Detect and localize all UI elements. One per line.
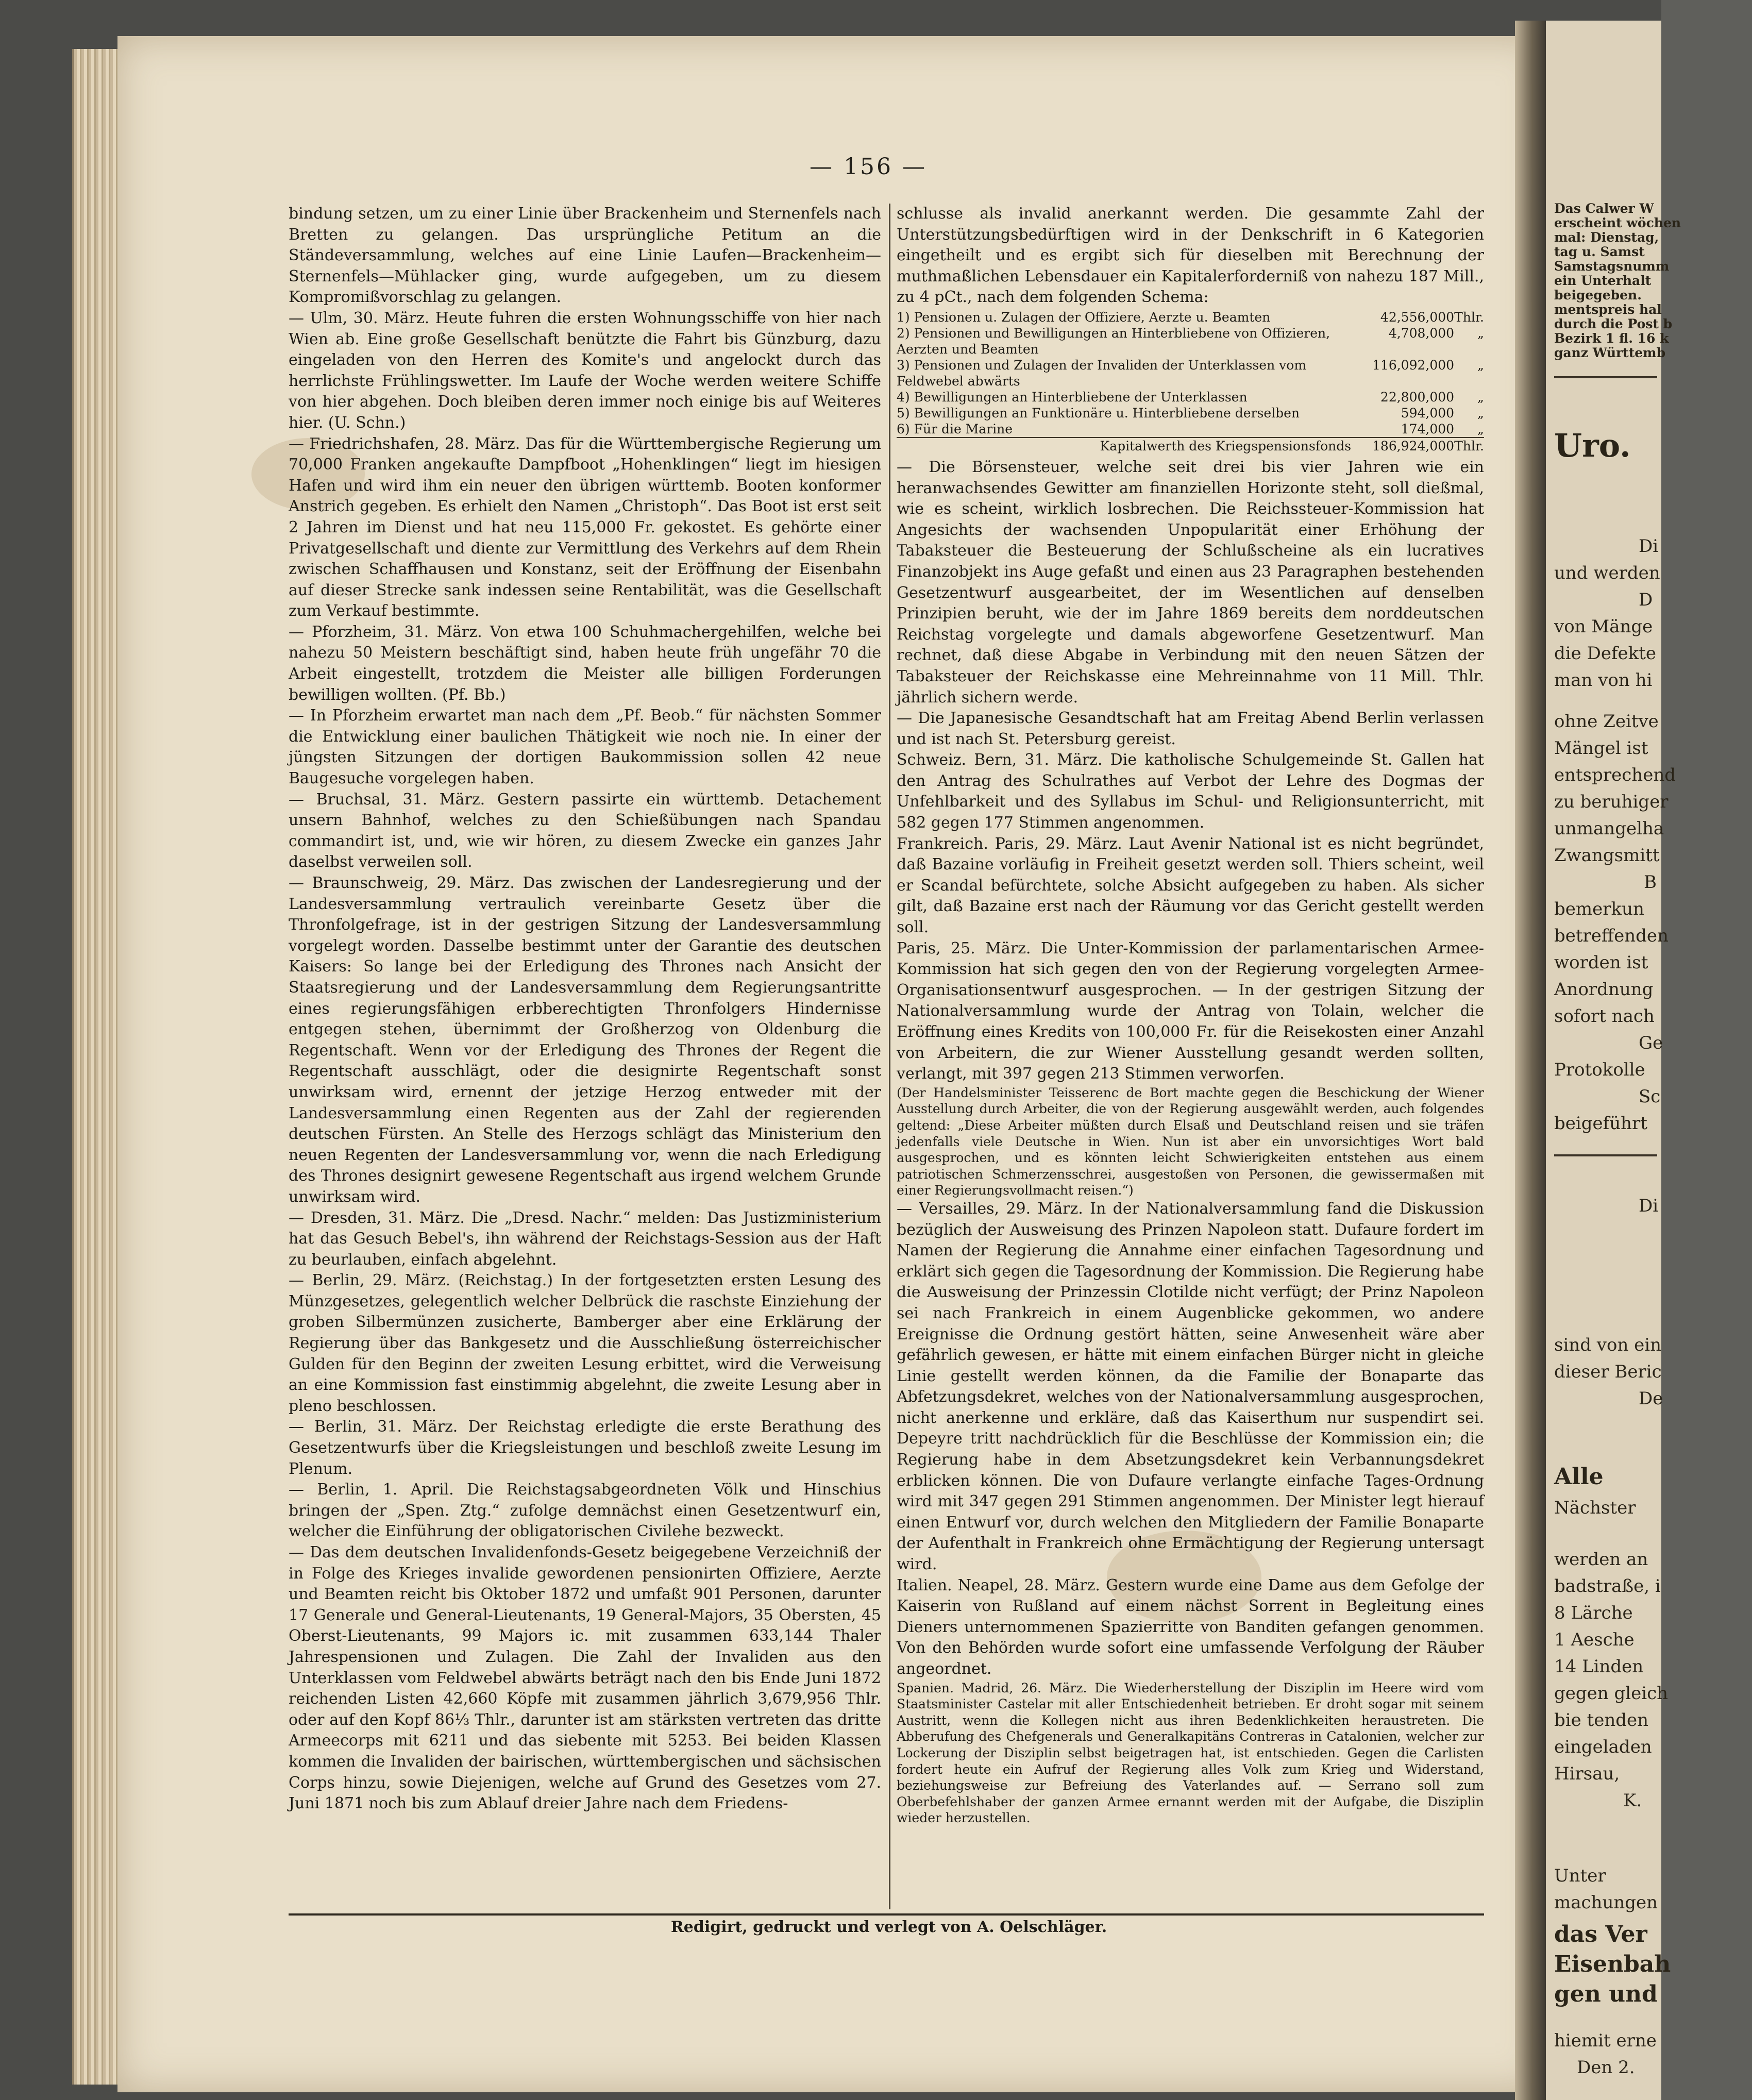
- article-paragraph: — Pforzheim, 31. März. Von etwa 100 Schuhmachergehilfen, welche bei nahezu 50 Meistern beschäftigt sind, haben heute früh ungefähr 70 die Arbeit eingestellt, trotzdem die Meister alle billigen Forderungen bewilligen wollten. (Pf. Bb.): [289, 623, 881, 704]
- article-paragraph: — Dresden, 31. März. Die „Dresd. Nachr.“ melden: Das Justizministerium hat das Gesuch Bebel's, ihn während der Reichstags-Session aus der Haft zu beurlauben, einfach abgelehnt.: [289, 1208, 881, 1269]
- table-cell-unit: „: [1477, 357, 1484, 373]
- next-page-heading: das Ver: [1554, 1921, 1647, 1947]
- next-page-text: Di: [1639, 1196, 1659, 1216]
- next-page-text: ganz Württemb: [1554, 345, 1666, 360]
- next-page-text: unmangelha: [1554, 818, 1664, 839]
- article-paragraph: — Ulm, 30. März. Heute fuhren die ersten Wohnungsschiffe von hier nach Wien ab. Eine große Gesellschaft benützte die Fahrt bis Günzburg, dazu eingeladen von den Herren des Komite's und angelockt durch das herrlichste Frühlingswetter. Im Laufe der Woche werden weitere Schiffe von hier abgehen. Doch bleiben deren immer noch einige bis auf Weiteres hier. (U. Schn.): [289, 309, 881, 432]
- table-row: [897, 405, 1484, 421]
- article-paragraph: — Berlin, 29. März. (Reichstag.) In der fortgesetzten ersten Lesung des Münzgesetzes, gelegentlich welcher Delbrück die raschste Einziehung der groben Silbermünzen zusicherte, Bamberger aber eine Erklärung der Regierung über das Bankgesetz und die Ausschließung österreichischer Gulden für den Beginn der zweiten Lesung erbittet, wird die Verweisung an eine Kommission fast einstimmig abgelehnt, die zweite Lesung aber in pleno beschlossen.: [289, 1271, 881, 1415]
- column-divider: [889, 204, 890, 1909]
- pension-table: [897, 309, 1484, 454]
- imprint-rule: [289, 1913, 1484, 1916]
- table-row: [897, 389, 1484, 405]
- article-paragraph: — Friedrichshafen, 28. März. Das für die Württembergische Regierung um 70,000 Franken angekaufte Dampfboot „Hohenklingen“ liegt im hiesigen Hafen und wird ihm ein neuer den übrigen württemb. Booten konformer Anstrich gegeben. Es erhielt den Namen „Christoph“. Das Boot ist erst seit 2 Jahren im Dienst und hat neu 115,000 Fr. gekostet. Es gehörte einer Privatgesellschaft und diente zur Vermittlung des Verkehrs auf dem Rhein zwischen Schaffhausen und Konstanz, seit der Eröffnung der Eisenbahn auf dieser Strecke sank indessen seine Rentabilität, was die Gesellschaft zum Verkauf bestimmte.: [289, 434, 881, 620]
- next-page-text: hiemit erne: [1554, 2030, 1657, 2051]
- book-gutter: [1515, 21, 1546, 2100]
- article-paragraph: — Berlin, 1. April. Die Reichstagsabgeordneten Völk und Hinschius bringen der „Spen. Ztg.“ zufolge demnächst einen Gesetzentwurf ein, welcher die Einführung der obligatorischen Civilehe bezweckt.: [289, 1481, 881, 1541]
- article-paragraph: schlusse als invalid anerkannt werden. Die gesammte Zahl der Unterstützungsbedürftigen wird in der Denkschrift in 6 Kategorien eingetheilt und es ergibt sich für dieselben mit Berechnung der muthmaßlichen Lebensdauer ein Kapitalerforderniß von nahezu 187 Mill., zu 4 pCt., nach dem folgenden Schema:: [897, 205, 1484, 307]
- next-page-text: bemerkun: [1554, 899, 1644, 919]
- next-page-text: badstraße, i: [1554, 1576, 1661, 1597]
- table-total-row: [897, 438, 1484, 454]
- article-paragraph: — Die Börsensteuer, welche seit drei bis vier Jahren wie ein heranwachsendes Gewitter am finanziellen Horizonte steht, soll dießmal, wie es scheint, wirklich losbrechen. Die Reichssteuer-Kommission hat Angesichts der wachsenden Unpopularität einer Erhöhung der Tabaksteuer die Besteuerung der Schlußscheine als ein lucratives Finanzobjekt ins Auge gefaßt und einen aus 23 Paragraphen bestehenden Gesetzentwurf ausgearbeitet, der im Wesentlichen auf denselben Prinzipien beruht, wie der im Jahre 1869 bereits dem norddeutschen Reichstag vorgelegte und damals abgeworfene Gesetzentwurf. Man rechnet, daß diese Abgabe in Verbindung mit den neuen Sätzen der Tabaksteuer der Reichskasse eine Mehreinnahme von 11 Mill. Thlr. jährlich sichern werde.: [897, 458, 1484, 707]
- next-page-text: Protokolle: [1554, 1060, 1645, 1080]
- table-total-amount: 186,924,000: [1356, 438, 1454, 454]
- table-cell-unit: „: [1477, 389, 1484, 405]
- next-page-text: zu beruhiger: [1554, 792, 1669, 812]
- table-cell-label: 4) Bewilligungen an Hinterbliebene der Unterklassen: [897, 389, 1248, 405]
- next-page-text: durch die Post b: [1554, 316, 1673, 331]
- next-page-text: Di: [1639, 536, 1659, 557]
- article-paragraph: — Das dem deutschen Invalidenfonds-Gesetz beigegebene Verzeichniß der in Folge des Krieges invalide gewordenen pensionirten Offiziere, Aerzte und Beamten reicht bis Oktober 1872 und umfaßt 901 Personen, darunter 17 Generale und General-Lieutenants, 19 General-Majors, 35 Obersten, 45 Oberst-Lieutenants, 99 Majors ic. mit zusammen 633,144 Thaler Jahrespensionen und Zulagen. Die Zahl der Invaliden aus den Unterklassen vom Feldwebel abwärts beträgt nach den bis Ende Juni 1872 reichenden Listen 42,660 Köpfe mit zusammen jährlich 3,679,956 Thlr. oder auf den Kopf 86⅓ Thlr., darunter ist am stärksten vertreten das dritte Armeecorps mit 6211 und das siebente mit 5253. Bei beiden Klassen kommen die Invaliden der bairischen, württembergischen und sächsischen Corps hinzu, sowie Diejenigen, welche auf Grund des Gesetzes vom 27. Juni 1871 noch bis zum Ablauf dreier Jahre nach dem Friedens-: [289, 1543, 881, 1813]
- next-page-text: beigeführt: [1554, 1113, 1647, 1134]
- table-cell-amount: 22,800,000: [1380, 389, 1455, 405]
- next-page-text: Unter: [1554, 1866, 1606, 1886]
- next-page-text: ein Unterhalt: [1554, 273, 1652, 288]
- table-cell-label: 2) Pensionen und Bewilligungen an Hinterbliebene von Offizieren, Aerzten und Beamten: [897, 325, 1330, 357]
- article-note: Spanien. Madrid, 26. März. Die Wiederherstellung der Disziplin im Heere wird vom Staatsminister Castelar mit aller Entschiedenheit betrieben. Er droht sogar mit seinem Austritt, wenn die Kollegen nicht aus ihren Bedenklichkeiten heraustreten. Die Abberufung des Chefgenerals und Generalkapitäns Contreras in Catalonien, welcher zur Lockerung der Disziplin selbst beigetragen hat, ist entschieden. Gegen die Carlisten fordert heute ein Aufruf der Regierung alles Volk zum Krieg und Widerstand, beziehungsweise zur Befreiung des Vaterlandes auf. — Serrano soll zum Oberbefehlshaber der ganzen Armee ernannt werden mit der Aufgabe, die Disziplin wieder herzustellen.: [897, 1680, 1484, 1826]
- left-column: [289, 204, 881, 1815]
- next-page-text: ohne Zeitve: [1554, 711, 1659, 732]
- next-page-text: Zwangsmitt: [1554, 845, 1660, 866]
- next-page-text: Sc: [1639, 1086, 1661, 1107]
- article-paragraph: — In Pforzheim erwartet man nach dem „Pf. Beob.“ für nächsten Sommer die Entwicklung einer baulichen Thätigkeit wie noch nie. In einer der jüngsten Sitzungen der dortigen Baukommission sollen 42 neue Baugesuche vorgelegen haben.: [289, 707, 881, 788]
- next-page-text: und werden: [1554, 563, 1660, 583]
- table-row: [897, 357, 1484, 389]
- next-page-rule: [1554, 1154, 1657, 1156]
- next-page-text: Samstagsnumm: [1554, 259, 1670, 274]
- article-paragraph: — Versailles, 29. März. In der Nationalversammlung fand die Diskussion bezüglich der Ausweisung des Prinzen Napoleon statt. Dufaure fordert im Namen der Regierung die Annahme einer einfachen Tagesordnung und erklärt sich gegen die Tagesordnung der Kommission. Die Regierung habe die Ausweisung der Prinzessin Clotilde nicht verfügt; der Prinz Napoleon sei nach Frankreich in einem Augenblicke gekommen, wo andere Ereignisse die Ordnung gestört hätten, seine Anwesenheit wäre aber gefährlich gewesen, er hätte mit einem einfachen Bürger nicht in gleiche Linie gestellt werden können, da die Familie der Bonaparte das Abfetzungsdekret, welches von der Nationalversammlung ausgesprochen, nicht anerkenne und erkläre, daß das Kaiserthum nur suspendirt sei. Depeyre tritt nachdrücklich für die Beschlüsse der Kommission ein; die Regierung habe in dem Absetzungsdekret kein Verbannungsdekret erblicken können. Die von Dufaure verlangte einfache Tages-Ordnung wird mit 347 gegen 291 Stimmen angenommen. Der Minister legt hierauf einen Entwurf vor, durch welchen den Mitgliedern der Familie Bonaparte der Aufenthalt in Frankreich ohne Ermächtigung der Regierung untersagt wird.: [897, 1199, 1484, 1574]
- article-paragraph: — Bruchsal, 31. März. Gestern passirte ein württemb. Detachement unsern Bahnhof, welches zu den Schießübungen nach Spandau commandirt ist, und, wie wir hören, zu diesem Zwecke ein ganzes Jahr daselbst verweilen soll.: [289, 790, 881, 871]
- next-page-text: dieser Beric: [1554, 1362, 1662, 1382]
- page-number: — 156 —: [810, 154, 927, 180]
- next-page-text: Mängel ist: [1554, 738, 1648, 759]
- table-row: [897, 309, 1484, 325]
- table-cell-amount: 4,708,000: [1388, 325, 1455, 341]
- next-page-text: mal: Dienstag,: [1554, 230, 1659, 245]
- next-page-rule: [1554, 376, 1657, 378]
- table-cell-amount: 42,556,000: [1380, 309, 1455, 325]
- article-paragraph: — Die Japanesische Gesandtschaft hat am Freitag Abend Berlin verlassen und ist nach St. Petersburg gereist.: [897, 709, 1484, 748]
- next-page-text: tag u. Samst: [1554, 244, 1645, 259]
- next-page-text: 14 Linden: [1554, 1656, 1644, 1677]
- next-page-text: D: [1639, 590, 1653, 610]
- next-page-text: Anordnung: [1554, 979, 1654, 1000]
- next-page-text: von Mänge: [1554, 616, 1653, 637]
- article-paragraph: Paris, 25. März. Die Unter-Kommission der parlamentarischen Armee-Kommission hat sich gegen den von der Regierung vorgelegten Armee-Organisationsentwurf ausgesprochen. — In der gestrigen Sitzung der Nationalversammlung wurde der Antrag von Tolain, welcher die Eröffnung eines Kredits von 100,000 Fr. für die Reisekosten einer Anzahl von Arbeitern, die zur Wiener Ausstellung gesandt werden sollten, verlangt, mit 397 gegen 213 Stimmen verworfen.: [897, 939, 1484, 1083]
- table-cell-label: 3) Pensionen und Zulagen der Invaliden der Unterklassen vom Feldwebel abwärts: [897, 357, 1307, 389]
- next-page-text: werden an: [1554, 1549, 1648, 1570]
- article-paragraph: bindung setzen, um zu einer Linie über Brackenheim und Sternenfels nach Bretten zu gelangen. Das ursprüngliche Petitum an die Ständeversammlung, welches auf eine Linie Laufen—Brackenheim—Sternenfels—Mühlacker ging, wurde aufgegeben, um zu diesem Kompromißvorschlag zu gelangen.: [289, 205, 881, 307]
- table-cell-amount: 174,000: [1401, 421, 1455, 436]
- next-page-text: bie tenden: [1554, 1710, 1649, 1731]
- next-page-edge: [1546, 21, 1681, 2100]
- table-total-unit: Thlr.: [1454, 438, 1484, 453]
- table-row: [897, 325, 1484, 357]
- next-page-text: K.: [1623, 1790, 1642, 1811]
- article-paragraph: — Braunschweig, 29. März. Das zwischen der Landesregierung und der Landesversammlung vertraulich vereinbarte Gesetz über die Thronfolgefrage, ist in der gestrigen Sitzung der Landesversammlung vorgelegt worden. Dasselbe bestimmt unter der Garantie des deutschen Kaisers: So lange bei der Erledigung des Thrones nach Ansicht der Staatsregierung und der Landesversammlung dem Regierungsantritte eines regierungsfähigen erbberechtigten Thronfolgers Hindernisse entgegen stehen, übernimmt der Großherzog von Oldenburg die Regentschaft. Wenn vor der Erledigung des Thrones der Regent die Regentschaft ausschlägt, oder die designirte Regentschaft sonst unwirksam wird, ernennt der jetzige Herzog entweder mit der Landesversammlung einen Regenten aus der Zahl der regierenden deutschen Fürsten. An Stelle des Herzogs schlägt das Ministerium den neuen Regenten der Landesversammlung vor, wenn die nach Erledigung des Thrones designirt gewesene Regentschaft aus irgend welchem Grunde unwirksam wird.: [289, 874, 881, 1206]
- next-page-text: Hirsau,: [1554, 1763, 1620, 1784]
- table-cell-label: 1) Pensionen u. Zulagen der Offiziere, Aerzte u. Beamten: [897, 309, 1271, 325]
- next-page-text: sofort nach: [1554, 1006, 1655, 1027]
- next-page-text: Ge: [1639, 1033, 1663, 1053]
- next-page-text: sind von ein: [1554, 1335, 1662, 1355]
- article-note: (Der Handelsminister Teisserenc de Bort machte gegen die Beschickung der Wiener Ausstellung durch Arbeiter, die von der Regierung ausgewählt werden, auch folgendes geltend: „Diese Arbeiter müßten durch Elsaß und Deutschland reisen und sie träfen jedenfalls viele Deutsche in Wien. Nun ist aber ein unvorsichtiges Wort bald ausgesprochen, und es könnten leicht Schwierigkeiten entstehen aus einem patriotischen Schmerzensschrei, ausgestoßen von Personen, die gewissermaßen mit einer Regierungsvollmacht reisen.“): [897, 1085, 1484, 1198]
- article-paragraph: — Berlin, 31. März. Der Reichstag erledigte die erste Berathung des Gesetzentwurfs über die Kriegsleistungen und beschloß zweite Lesung im Plenum.: [289, 1418, 881, 1478]
- table-cell-unit: „: [1477, 325, 1484, 341]
- next-page-text: worden ist: [1554, 952, 1648, 973]
- article-paragraph: Schweiz. Bern, 31. März. Die katholische Schulgemeinde St. Gallen hat den Antrag des Schulrathes auf Verbot der Lehre des Dogmas der Unfehlbarkeit und des Syllabus im Schul- und Religionsunterricht, mit 582 gegen 177 Stimmen angenommen.: [897, 751, 1484, 832]
- next-page-heading: Eisenbah: [1554, 1951, 1671, 1977]
- next-page-heading: gen und: [1554, 1981, 1658, 2007]
- table-cell-amount: 116,092,000: [1372, 357, 1455, 373]
- next-page-text: 1 Aesche: [1554, 1629, 1635, 1650]
- next-page-text: Den 2.: [1577, 2057, 1635, 2078]
- next-page-text: machungen: [1554, 1892, 1658, 1913]
- next-page-text: Nächster: [1554, 1498, 1636, 1518]
- next-page-text: entsprechend: [1554, 765, 1676, 785]
- next-page-text: die Defekte: [1554, 643, 1657, 664]
- next-page-text: Das Calwer W: [1554, 201, 1654, 216]
- book-page-edges: [72, 49, 121, 2085]
- next-page-text: eingeladen: [1554, 1737, 1652, 1757]
- right-column: [897, 204, 1484, 1826]
- table-cell-label: 5) Bewilligungen an Funktionäre u. Hinterbliebene derselben: [897, 405, 1300, 421]
- next-page-text: erscheint wöchen: [1554, 215, 1681, 230]
- next-page-heading: Alle: [1554, 1464, 1604, 1490]
- next-page-text: betreffenden: [1554, 926, 1669, 946]
- imprint-line: Redigirt, gedruckt und verlegt von A. Oelschläger.: [670, 1918, 1107, 1936]
- next-page-text: Bezirk 1 fl. 16 k: [1554, 331, 1669, 346]
- table-total-label: Kapitalwerth des Kriegspensionsfonds: [897, 438, 1356, 454]
- next-page-text: mentspreis hal: [1554, 302, 1662, 317]
- next-page-text: gegen gleich: [1554, 1683, 1669, 1704]
- next-page-text: B: [1644, 872, 1657, 893]
- next-page-heading: Uro.: [1554, 427, 1631, 464]
- table-cell-unit: „: [1477, 421, 1484, 436]
- table-cell-unit: „: [1477, 405, 1484, 421]
- next-page-text: 8 Lärche: [1554, 1603, 1633, 1623]
- table-cell-amount: 594,000: [1401, 405, 1455, 421]
- table-row: [897, 421, 1484, 438]
- article-paragraph: Frankreich. Paris, 29. März. Laut Avenir National ist es nicht begründet, daß Bazaine vorläufig in Freiheit gesetzt werden soll. Thiers scheint, weil er Scandal befürchtete, solche Absicht aufgegeben zu haben. Als sicher gilt, daß Bazaine erst nach der Räumung vor das Gericht gestellt werden soll.: [897, 834, 1484, 937]
- table-cell-unit: Thlr.: [1454, 309, 1484, 325]
- next-page-text: De: [1639, 1388, 1663, 1409]
- next-page-text: man von hi: [1554, 670, 1653, 691]
- article-paragraph: Italien. Neapel, 28. März. Gestern wurde eine Dame aus dem Gefolge der Kaiserin von Rußland auf einem nächst Sorrent in Begleitung eines Dieners unternommenen Spazierritte von Banditen gefangen genommen. Von den Behörden wurde sofort eine umfassende Verfolgung der Räuber angeordnet.: [897, 1576, 1484, 1678]
- table-cell-label: 6) Für die Marine: [897, 421, 1013, 436]
- next-page-text: beigegeben.: [1554, 288, 1642, 303]
